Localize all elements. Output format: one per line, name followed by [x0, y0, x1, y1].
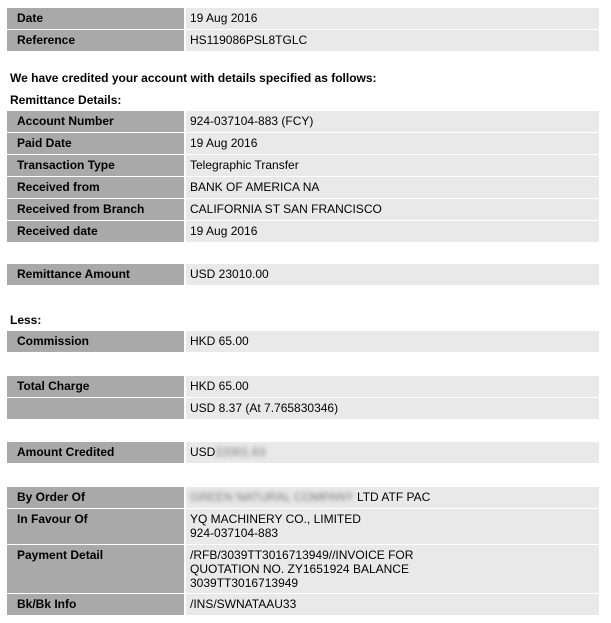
total-charge-label: Total Charge — [7, 376, 184, 397]
paid-date-row — [7, 133, 599, 154]
date-row — [7, 8, 599, 29]
by-order-of-value — [186, 487, 599, 508]
account-number-value: 924-037104-883 (FCY) — [186, 111, 599, 132]
reference-row — [7, 30, 599, 51]
reference-label: Reference — [7, 30, 184, 51]
bk-info-label: Bk/Bk Info — [7, 594, 184, 615]
payment-detail-value: /RFB/3039TT3016713949//INVOICE FOR QUOTATION NO. ZY1651924 BALANCE 3039TT3016713949 — [186, 545, 599, 593]
amount-credited-value — [186, 442, 599, 463]
bk-info-value: /INS/SWNATAAU33 — [186, 594, 599, 615]
remittance-heading: Remittance Details: — [10, 93, 122, 107]
account-number-row — [7, 111, 599, 132]
commission-value: HKD 65.00 — [186, 331, 599, 352]
amount-credited-row — [7, 442, 599, 463]
remittance-amount-label: Remittance Amount — [7, 264, 184, 285]
transaction-type-row — [7, 155, 599, 176]
intro-text: We have credited your account with details specified as follows: — [10, 71, 377, 85]
in-favour-of-value: YQ MACHINERY CO., LIMITED 924-037104-883 — [186, 509, 599, 544]
received-from-branch-row — [7, 199, 599, 220]
date-value: 19 Aug 2016 — [186, 8, 599, 29]
received-from-label: Received from — [7, 177, 184, 198]
total-charge-value-usd: USD 8.37 (At 7.765830346) — [186, 398, 599, 419]
transaction-type-label: Transaction Type — [7, 155, 184, 176]
amount-credited-redacted: 22001.63 — [215, 445, 266, 459]
by-order-of-visible: LTD ATF PAC — [356, 490, 431, 504]
total-charge-row — [7, 376, 599, 397]
total-charge-usd-row — [7, 398, 599, 419]
remittance-amount-value: USD 23010.00 — [186, 264, 599, 285]
in-favour-of-row — [7, 509, 599, 544]
received-date-value: 19 Aug 2016 — [186, 221, 599, 242]
amount-credited-currency: USD — [190, 445, 216, 459]
remittance-amount-row — [7, 264, 599, 285]
payment-detail-label: Payment Detail — [7, 545, 184, 593]
amount-credited-label: Amount Credited — [7, 442, 184, 463]
received-date-row — [7, 221, 599, 242]
received-from-row — [7, 177, 599, 198]
received-from-value: BANK OF AMERICA NA — [186, 177, 599, 198]
commission-row — [7, 331, 599, 352]
received-date-label: Received date — [7, 221, 184, 242]
reference-value: HS119086PSL8TGLC — [186, 30, 599, 51]
payment-detail-row — [7, 545, 599, 593]
less-heading: Less: — [10, 313, 42, 327]
total-charge-empty-label — [7, 398, 184, 419]
total-charge-value-hkd: HKD 65.00 — [186, 376, 599, 397]
received-from-branch-label: Received from Branch — [7, 199, 184, 220]
commission-label: Commission — [7, 331, 184, 352]
date-label: Date — [7, 8, 184, 29]
by-order-of-row — [7, 487, 599, 508]
in-favour-of-label: In Favour Of — [7, 509, 184, 544]
paid-date-value: 19 Aug 2016 — [186, 133, 599, 154]
received-from-branch-value: CALIFORNIA ST SAN FRANCISCO — [186, 199, 599, 220]
by-order-of-label: By Order Of — [7, 487, 184, 508]
paid-date-label: Paid Date — [7, 133, 184, 154]
by-order-of-redacted: GREEN NATURAL COMPANY — [190, 490, 354, 504]
transaction-type-value: Telegraphic Transfer — [186, 155, 599, 176]
account-number-label: Account Number — [7, 111, 184, 132]
bk-info-row — [7, 594, 599, 615]
